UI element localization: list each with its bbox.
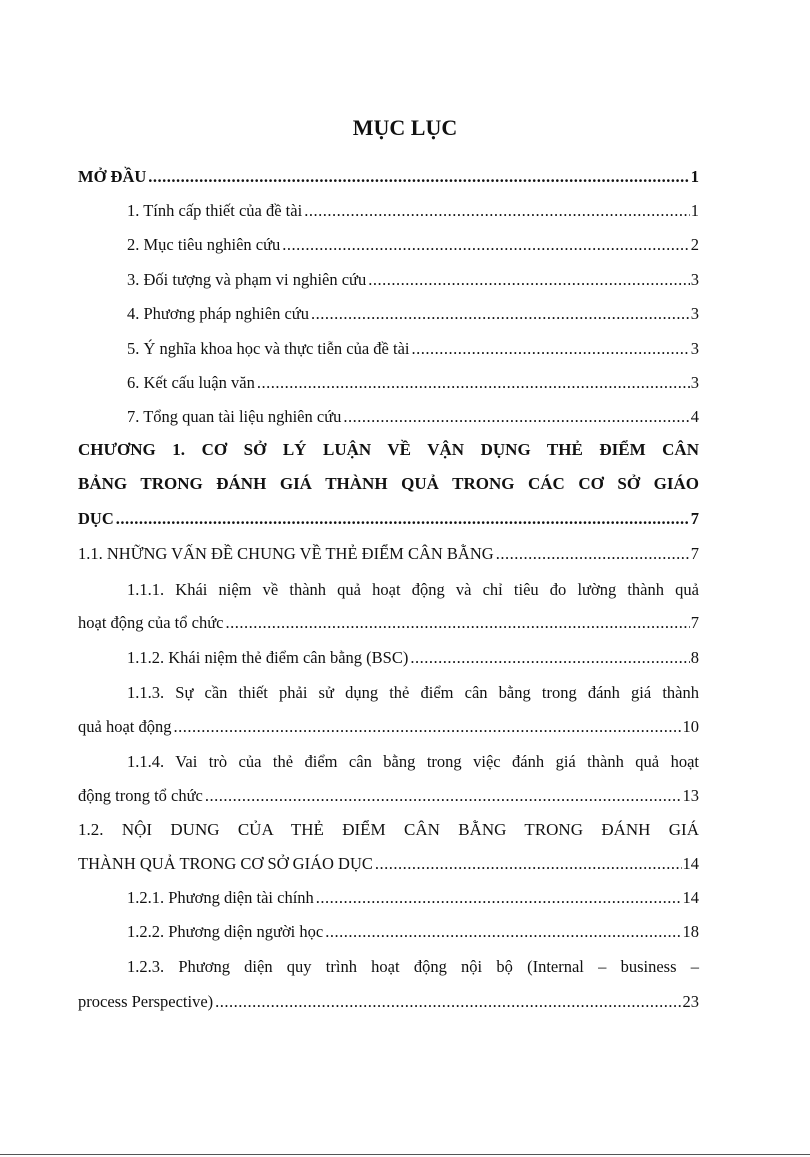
toc-entry-text: MỞ ĐẦU bbox=[78, 167, 147, 186]
toc-entry-1-2-1[interactable] bbox=[127, 881, 699, 915]
toc-entry[interactable] bbox=[127, 228, 699, 262]
toc-page-number: 7 bbox=[690, 613, 699, 632]
toc-entry-text: động trong tổ chức bbox=[78, 786, 203, 805]
toc-chapter-1-line-1[interactable]: CHƯƠNG 1. CƠ SỞ LÝ LUẬN VỀ VẬN DỤNG THẺ ĐIỂM CÂN bbox=[78, 440, 699, 459]
dot-leader bbox=[173, 710, 681, 744]
toc-entry-text: 1.1.2. Khái niệm thẻ điểm cân bằng (BSC) bbox=[127, 648, 409, 667]
dot-leader bbox=[257, 366, 690, 400]
toc-page-number: 14 bbox=[682, 888, 699, 907]
toc-page-number: 13 bbox=[682, 786, 699, 805]
dot-leader bbox=[375, 847, 682, 881]
toc-entry-text: 6. Kết cấu luận văn bbox=[127, 373, 255, 392]
toc-entry-text: 3. Đối tượng và phạm vi nghiên cứu bbox=[127, 270, 367, 289]
dot-leader bbox=[148, 160, 689, 194]
toc-page-number: 3 bbox=[690, 270, 699, 289]
toc-page-number: 14 bbox=[682, 854, 699, 873]
dot-leader bbox=[325, 915, 681, 949]
toc-page-number: 7 bbox=[690, 544, 699, 563]
toc-title: MỤC LỤC bbox=[352, 115, 458, 140]
toc-entry[interactable] bbox=[127, 400, 699, 434]
toc-entry-text: hoạt động của tổ chức bbox=[78, 613, 224, 632]
dot-leader bbox=[282, 228, 689, 262]
toc-entry-1-1-4-line-1[interactable]: 1.1.4. Vai trò của thẻ điểm cân bằng trong việc đánh giá thành quả hoạt bbox=[127, 752, 699, 771]
dot-leader bbox=[304, 194, 690, 228]
toc-entry-text: process Perspective) bbox=[78, 992, 214, 1011]
dot-leader bbox=[225, 606, 689, 640]
toc-page-number: 1 bbox=[690, 167, 699, 186]
toc-page-number: 23 bbox=[682, 992, 699, 1011]
toc-page-number: 18 bbox=[682, 922, 699, 941]
toc-page-number: 1 bbox=[690, 201, 699, 220]
toc-entry-text: quả hoạt động bbox=[78, 717, 172, 736]
toc-entry-1-1-1-line-1[interactable]: 1.1.1. Khái niệm về thành quả hoạt động và chỉ tiêu đo lường thành quả bbox=[127, 580, 699, 599]
toc-entry[interactable] bbox=[127, 194, 699, 228]
dot-leader bbox=[316, 881, 682, 915]
toc-section-1-1[interactable] bbox=[78, 537, 699, 571]
toc-page-number: 3 bbox=[690, 373, 699, 392]
toc-entry-1-1-4-line-2[interactable] bbox=[78, 779, 699, 813]
toc-chapter-1-line-3[interactable] bbox=[78, 502, 699, 536]
toc-page-number: 8 bbox=[690, 648, 699, 667]
toc-entry-text: 1.2.1. Phương diện tài chính bbox=[127, 888, 314, 907]
toc-page-number: 3 bbox=[690, 339, 699, 358]
toc-page-number: 3 bbox=[690, 304, 699, 323]
toc-page-number: 7 bbox=[690, 509, 699, 528]
toc-entry-1-1-1-line-2[interactable] bbox=[78, 606, 699, 640]
toc-entry-text: DỤC bbox=[78, 509, 114, 528]
toc-page-number: 2 bbox=[690, 235, 699, 254]
dot-leader bbox=[343, 400, 689, 434]
dot-leader bbox=[311, 297, 690, 331]
page-bottom-border bbox=[0, 1154, 810, 1155]
dot-leader bbox=[116, 502, 690, 536]
dot-leader bbox=[411, 332, 689, 366]
toc-entry-text: 2. Mục tiêu nghiên cứu bbox=[127, 235, 281, 254]
toc-entry-1-1-3-line-2[interactable] bbox=[78, 710, 699, 744]
toc-entry[interactable] bbox=[127, 263, 699, 297]
dot-leader bbox=[205, 779, 682, 813]
toc-entry-1-1-3-line-1[interactable]: 1.1.3. Sự cần thiết phải sử dụng thẻ điểm cân bằng trong đánh giá thành bbox=[127, 683, 699, 702]
toc-entry-text: 1. Tính cấp thiết của đề tài bbox=[127, 201, 303, 220]
dot-leader bbox=[215, 985, 681, 1019]
dot-leader bbox=[368, 263, 690, 297]
toc-entry-text: 1.2.2. Phương diện người học bbox=[127, 922, 324, 941]
toc-entry-text: 7. Tổng quan tài liệu nghiên cứu bbox=[127, 407, 342, 426]
toc-chapter-1-line-2[interactable]: BẢNG TRONG ĐÁNH GIÁ THÀNH QUẢ TRONG CÁC CƠ SỞ GIÁO bbox=[78, 474, 699, 493]
toc-entry-text: 5. Ý nghĩa khoa học và thực tiễn của đề tài bbox=[127, 339, 410, 358]
toc-page-number: 4 bbox=[690, 407, 699, 426]
toc-page-number: 10 bbox=[682, 717, 699, 736]
toc-entry-1-2-3-line-2[interactable] bbox=[78, 985, 699, 1019]
toc-entry-mo-dau[interactable] bbox=[78, 160, 699, 194]
toc-entry-text: 1.1. NHỮNG VẤN ĐỀ CHUNG VỀ THẺ ĐIỂM CÂN BẰNG bbox=[78, 544, 494, 563]
toc-entry[interactable] bbox=[127, 332, 699, 366]
toc-entry-1-1-2[interactable] bbox=[127, 641, 699, 675]
toc-entry[interactable] bbox=[127, 297, 699, 331]
toc-entry[interactable] bbox=[127, 366, 699, 400]
dot-leader bbox=[496, 537, 690, 571]
toc-entry-1-2-2[interactable] bbox=[127, 915, 699, 949]
toc-entry-text: THÀNH QUẢ TRONG CƠ SỞ GIÁO DỤC bbox=[78, 854, 373, 873]
toc-entry-1-2-3-line-1[interactable]: 1.2.3. Phương diện quy trình hoạt động nội bộ (Internal – business – bbox=[127, 957, 699, 976]
dot-leader bbox=[410, 641, 689, 675]
toc-section-1-2-line-2[interactable] bbox=[78, 847, 699, 881]
toc-section-1-2-line-1[interactable]: 1.2. NỘI DUNG CỦA THẺ ĐIỂM CÂN BẰNG TRONG ĐÁNH GIÁ bbox=[78, 820, 699, 839]
toc-entry-text: 4. Phương pháp nghiên cứu bbox=[127, 304, 309, 323]
